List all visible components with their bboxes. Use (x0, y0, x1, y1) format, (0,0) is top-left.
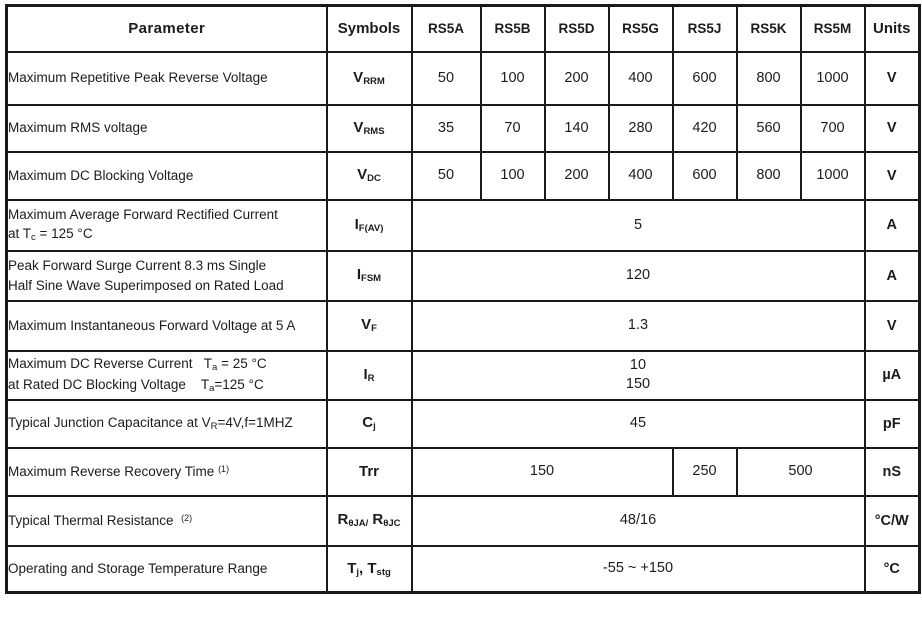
unit-label: V (865, 301, 920, 351)
spec-row (7, 152, 920, 200)
value-cell: 50 (412, 152, 481, 200)
value-cell: 70 (481, 105, 545, 152)
unit-label: A (865, 200, 920, 251)
symbol-label: $I_{FSM}$ (327, 251, 412, 301)
unit-label: pF (865, 400, 920, 448)
value-cell: 200 (545, 52, 609, 105)
symbol-label: $V_{DC}$ (327, 152, 412, 200)
value-cell: 400 (609, 152, 673, 200)
header-model-rs5b: RS5B (481, 6, 545, 52)
value-cell: 800 (737, 152, 801, 200)
value-cell: 120 (412, 251, 865, 301)
value-cell: 560 (737, 105, 801, 152)
parameter-label: Peak Forward Surge Current 8.3 ms Single Half Sine Wave Superimposed on Rated Load (7, 251, 327, 301)
value-cell: 700 (801, 105, 865, 152)
symbol-label: $C_j$ (327, 400, 412, 448)
symbol-label: $V_{RMS}$ (327, 105, 412, 152)
parameter-label: Maximum RMS voltage (7, 105, 327, 152)
symbol-label: $R_{\theta JA/}$ $R_{\theta JC}$ (327, 496, 412, 546)
unit-label: V (865, 52, 920, 105)
value-cell: 200 (545, 152, 609, 200)
header-model-rs5m: RS5M (801, 6, 865, 52)
value-cell: 50 (412, 52, 481, 105)
symbol-label: $V_F$ (327, 301, 412, 351)
value-cell: 800 (737, 52, 801, 105)
spec-row (7, 546, 920, 593)
parameter-label: Maximum Reverse Recovery Time $^{(1)}$ (7, 448, 327, 496)
value-cell: 250 (673, 448, 737, 496)
header-model-rs5a: RS5A (412, 6, 481, 52)
spec-row (7, 105, 920, 152)
spec-row (7, 496, 920, 546)
symbol-label: $I_R$ (327, 351, 412, 400)
value-cell: 1000 (801, 152, 865, 200)
header-parameter: Parameter (7, 6, 327, 52)
parameter-label: Maximum DC Reverse Current $T_a = 25$ °C at Rated DC Blocking Voltage $T_a=125$ °C (7, 351, 327, 400)
parameter-label: Maximum Instantaneous Forward Voltage at 5 A (7, 301, 327, 351)
spec-row (7, 52, 920, 105)
unit-label: A (865, 251, 920, 301)
value-cell: 140 (545, 105, 609, 152)
value-cell: 280 (609, 105, 673, 152)
header-symbols: Symbols (327, 6, 412, 52)
parameter-label: Typical Thermal Resistance $^{(2)}$ (7, 496, 327, 546)
parameter-label: Typical Junction Capacitance at $V_R=4V,f=1MHZ$ (7, 400, 327, 448)
value-cell: 400 (609, 52, 673, 105)
symbol-label: $V_{RRM}$ (327, 52, 412, 105)
unit-label: V (865, 105, 920, 152)
symbol-label: $T_j$, $T_{stg}$ (327, 546, 412, 593)
header-model-rs5d: RS5D (545, 6, 609, 52)
value-cell: 10 150 (412, 351, 865, 400)
unit-label: µA (865, 351, 920, 400)
value-cell: 600 (673, 152, 737, 200)
header-model-rs5g: RS5G (609, 6, 673, 52)
value-cell: 100 (481, 52, 545, 105)
value-cell: 500 (737, 448, 865, 496)
unit-label: V (865, 152, 920, 200)
parameter-label: Maximum Repetitive Peak Reverse Voltage (7, 52, 327, 105)
parameter-label: Operating and Storage Temperature Range (7, 546, 327, 593)
value-cell: 100 (481, 152, 545, 200)
spec-row (7, 200, 920, 251)
unit-label: nS (865, 448, 920, 496)
unit-label: °C/W (865, 496, 920, 546)
spec-row (7, 400, 920, 448)
value-cell: 420 (673, 105, 737, 152)
header-model-rs5k: RS5K (737, 6, 801, 52)
header-units: Units (865, 6, 920, 52)
value-cell: 45 (412, 400, 865, 448)
value-cell: 1.3 (412, 301, 865, 351)
header-model-rs5j: RS5J (673, 6, 737, 52)
value-cell: 1000 (801, 52, 865, 105)
symbol-label: Trr (327, 448, 412, 496)
unit-label: °C (865, 546, 920, 593)
parameter-label: Maximum DC Blocking Voltage (7, 152, 327, 200)
header-row (7, 6, 920, 52)
maximum-ratings-table (5, 4, 921, 594)
value-cell: 600 (673, 52, 737, 105)
spec-row (7, 448, 920, 496)
parameter-label: Maximum Average Forward Rectified Current at $T_c = 125$ °C (7, 200, 327, 251)
symbol-label: $I_{F(AV)}$ (327, 200, 412, 251)
spec-row (7, 251, 920, 301)
value-cell: 5 (412, 200, 865, 251)
value-cell: 35 (412, 105, 481, 152)
value-cell: 150 (412, 448, 673, 496)
value-cell: -55 ~ +150 (412, 546, 865, 593)
spec-row (7, 351, 920, 400)
spec-row (7, 301, 920, 351)
value-cell: 48/16 (412, 496, 865, 546)
